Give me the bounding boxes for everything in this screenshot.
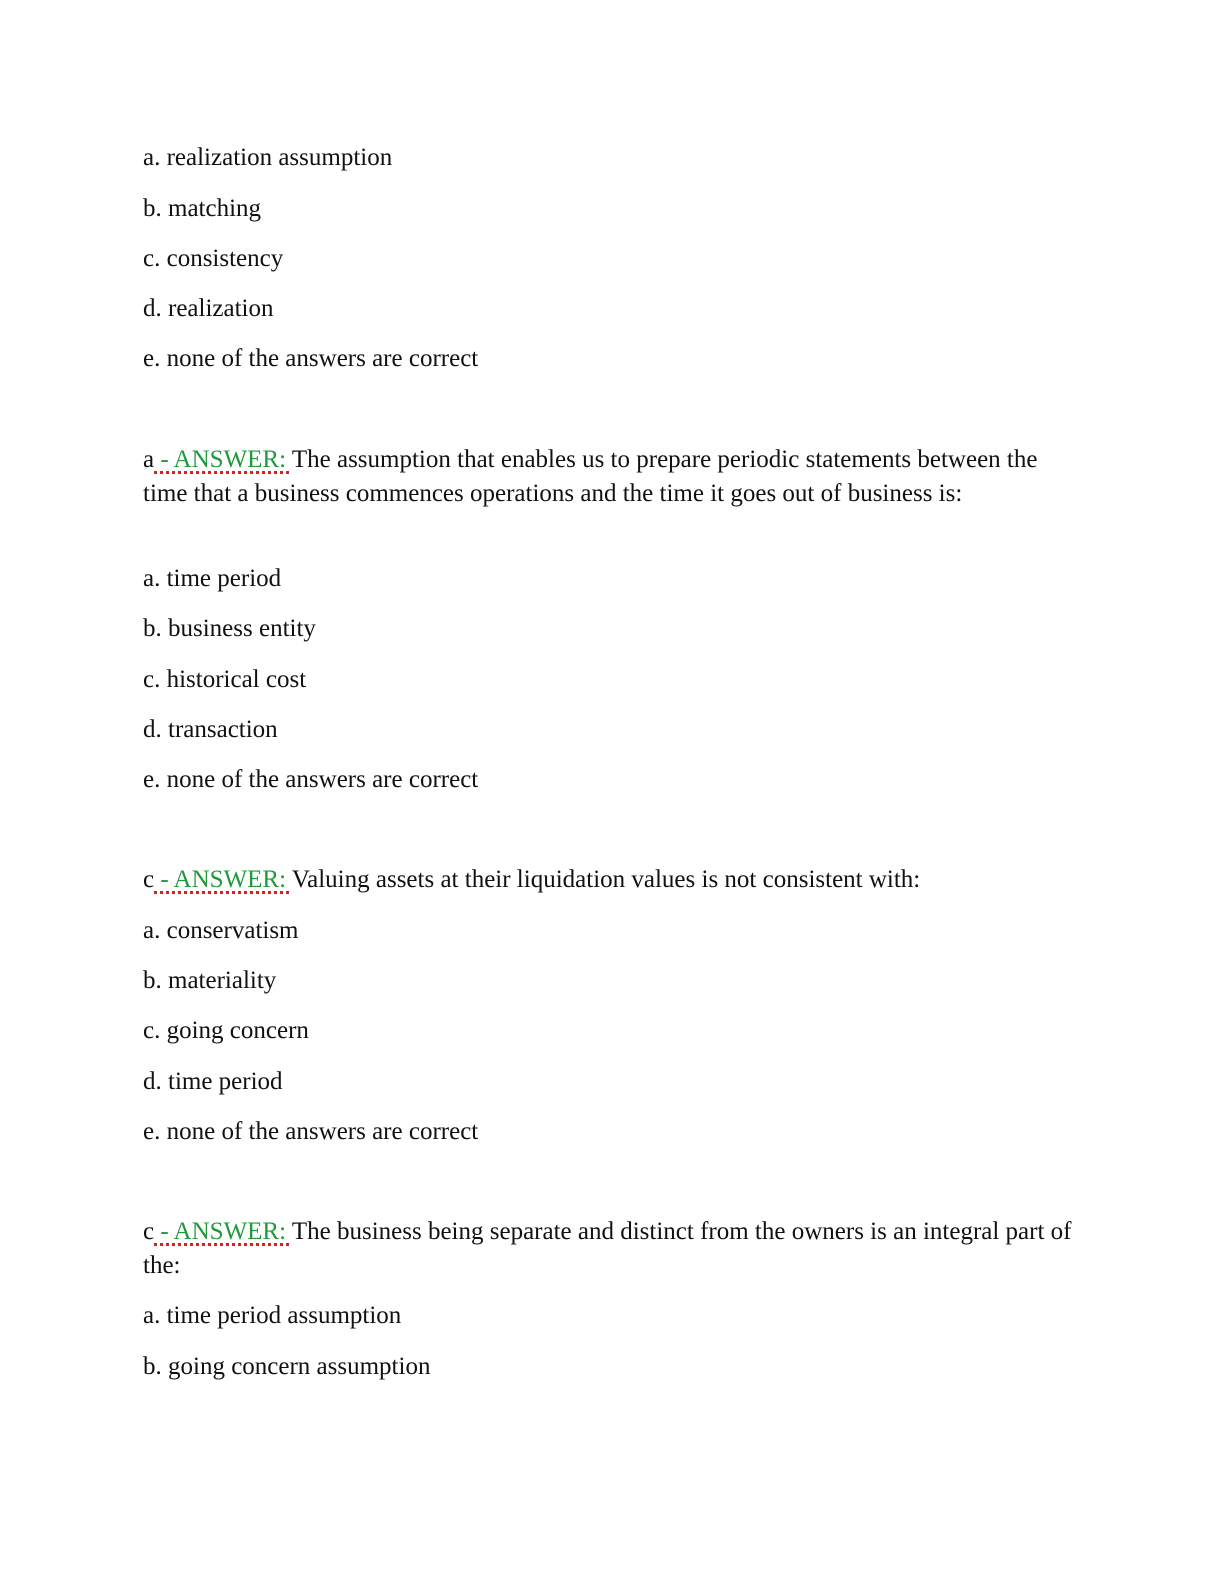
- option-item: a. realization assumption: [143, 144, 393, 171]
- option-item: d. realization: [143, 295, 274, 322]
- answer-letter: c: [143, 866, 155, 893]
- option-item: a. time period: [143, 565, 282, 592]
- option-item: c. consistency: [143, 245, 284, 272]
- question-text: Valuing assets at their liquidation values is not consistent with:: [291, 866, 921, 893]
- option-item: d. transaction: [143, 716, 278, 743]
- question-paragraph: [143, 1215, 1083, 1283]
- answer-marker: - ANSWER:: [154, 446, 292, 473]
- answer-marker: - ANSWER:: [154, 866, 292, 893]
- option-item: b. going concern assumption: [143, 1353, 431, 1380]
- question-text: The business being separate and distinct from the owners is an integral part of the:: [143, 1218, 1072, 1279]
- answer-letter: a: [143, 446, 155, 473]
- option-item: b. matching: [143, 195, 262, 222]
- option-item: c. going concern: [143, 1017, 309, 1044]
- question-text: The assumption that enables us to prepare periodic statements between the time that a business commences operations and the time it goes out of business is:: [143, 446, 1038, 507]
- answer-marker: - ANSWER:: [154, 1218, 292, 1245]
- option-item: b. materiality: [143, 967, 277, 994]
- question-paragraph: [143, 443, 1083, 511]
- option-item: e. none of the answers are correct: [143, 345, 479, 372]
- answer-letter: c: [143, 1218, 155, 1245]
- option-item: e. none of the answers are correct: [143, 1118, 479, 1145]
- option-item: d. time period: [143, 1068, 283, 1095]
- option-item: e. none of the answers are correct: [143, 766, 479, 793]
- option-item: a. conservatism: [143, 917, 299, 944]
- option-item: a. time period assumption: [143, 1302, 402, 1329]
- option-item: b. business entity: [143, 615, 316, 642]
- option-item: c. historical cost: [143, 666, 307, 693]
- question-paragraph: [143, 863, 1083, 897]
